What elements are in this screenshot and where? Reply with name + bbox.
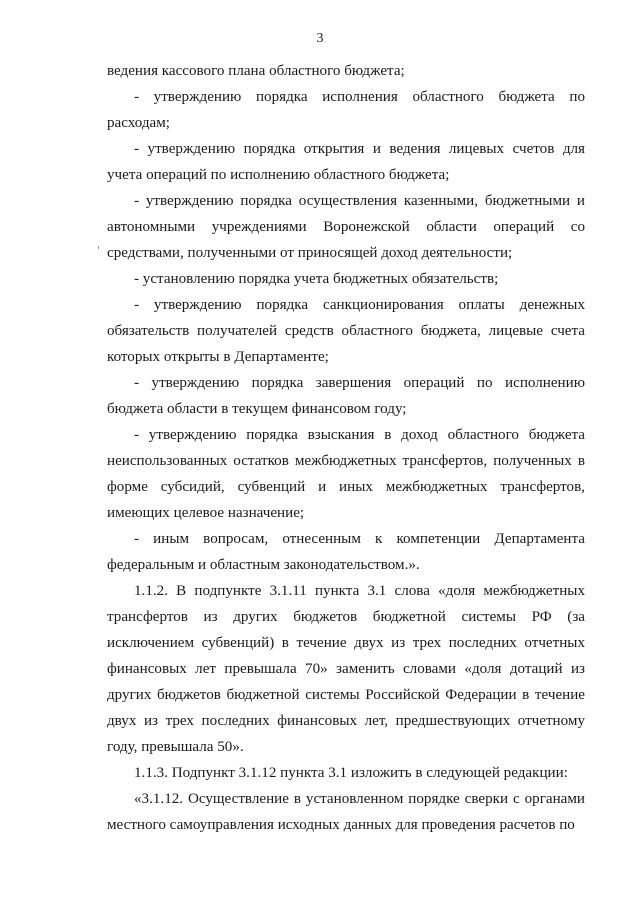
- list-item-budget-obligations: - установлению порядка учета бюджетных обязательств;: [134, 271, 499, 287]
- list-item-year-end-operations: - утверждению порядка завершения операций по исполнению бюджета области в текущем финансовом году;: [107, 375, 585, 417]
- list-item-expenses-order: - утверждению порядка исполнения областного бюджета по расходам;: [107, 89, 585, 131]
- document-body: [107, 58, 585, 838]
- margin-mark: [98, 246, 99, 249]
- list-item-payment-authorization: - утверждению порядка санкционирования оплаты денежных обязательств получателей средств областного бюджета, лицевые счета которых открыты в Департаменте;: [107, 297, 585, 365]
- list-item-personal-accounts: - утверждению порядка открытия и ведения лицевых счетов для учета операций по исполнению областного бюджета;: [107, 141, 585, 183]
- clause-1-1-2: 1.1.2. В подпункте 3.1.11 пункта 3.1 слова «доля межбюджетных трансфертов из других бюджетов бюджетной системы РФ (за исключением субвенций) в течение двух из трех последних отчетных финансовых лет превышала 70» заменить словами «доля дотаций из других бюджетов бюджетной системы Российской Федерации в течение двух из трех последних финансовых лет, предшествующих отчетному году, превышала 50».: [107, 583, 585, 755]
- list-item-institutions-operations: - утверждению порядка осуществления казенными, бюджетными и автономными учреждениями Воронежской области операций со средствами, полученными от приносящей доход деятельности;: [107, 193, 585, 261]
- clause-3-1-12: «3.1.12. Осуществление в установленном порядке сверки с органами местного самоуправления исходных данных для проведения расчетов по: [107, 791, 585, 833]
- list-item-unused-transfers: - утверждению порядка взыскания в доход областного бюджета неиспользованных остатков межбюджетных трансфертов, полученных в форме субсидий, субвенций и иных межбюджетных трансфертов, имеющих целевое назначение;: [107, 427, 585, 521]
- list-item-other-matters: - иным вопросам, отнесенным к компетенции Департамента федеральным и областным законодательством.».: [107, 531, 585, 573]
- paragraph-continuation: ведения кассового плана областного бюджета;: [107, 63, 405, 79]
- page-number: 3: [316, 31, 324, 46]
- clause-1-1-3: 1.1.3. Подпункт 3.1.12 пункта 3.1 изложить в следующей редакции:: [134, 765, 568, 781]
